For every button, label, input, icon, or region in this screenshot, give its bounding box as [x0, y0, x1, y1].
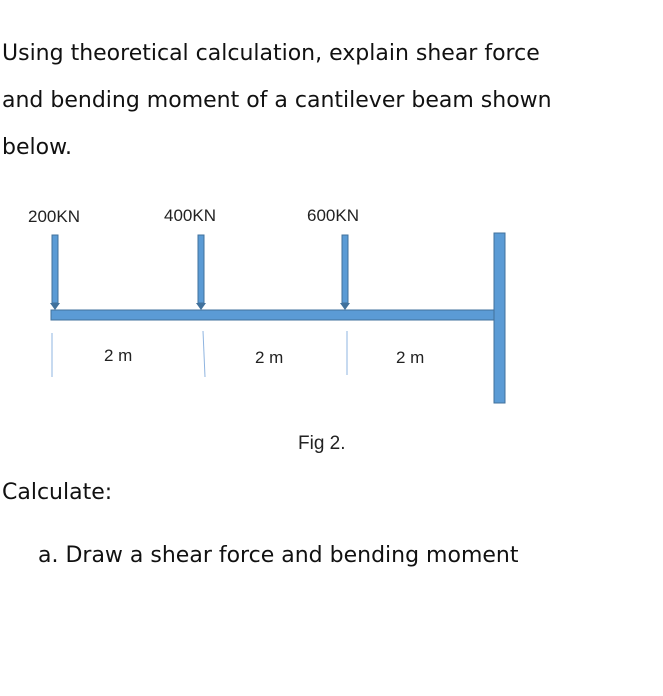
load-label-3: 600KN	[307, 206, 359, 225]
question-line-2: and bending moment of a cantilever beam shown	[2, 88, 552, 113]
dimension-tick-2	[203, 331, 205, 377]
load-arrow-1	[50, 235, 60, 310]
fixed-support	[494, 233, 505, 403]
question-text	[2, 30, 652, 171]
calculate-heading: Calculate:	[2, 480, 113, 505]
span-label-1: 2 m	[104, 346, 133, 365]
cantilever-beam-figure	[0, 195, 663, 465]
span-label-2: 2 m	[255, 348, 284, 367]
beam-diagram	[0, 195, 663, 465]
load-label-1: 200KN	[28, 207, 80, 226]
question-line-3: below.	[2, 135, 73, 160]
beam	[51, 310, 495, 320]
load-arrow-2	[196, 235, 206, 310]
span-label-3: 2 m	[396, 348, 425, 367]
load-arrow-3	[340, 235, 350, 310]
load-label-2: 400KN	[164, 206, 216, 225]
task-item-a: a. Draw a shear force and bending moment	[38, 543, 519, 568]
question-line-1: Using theoretical calculation, explain shear force	[2, 41, 540, 66]
figure-caption: Fig 2.	[298, 433, 346, 454]
